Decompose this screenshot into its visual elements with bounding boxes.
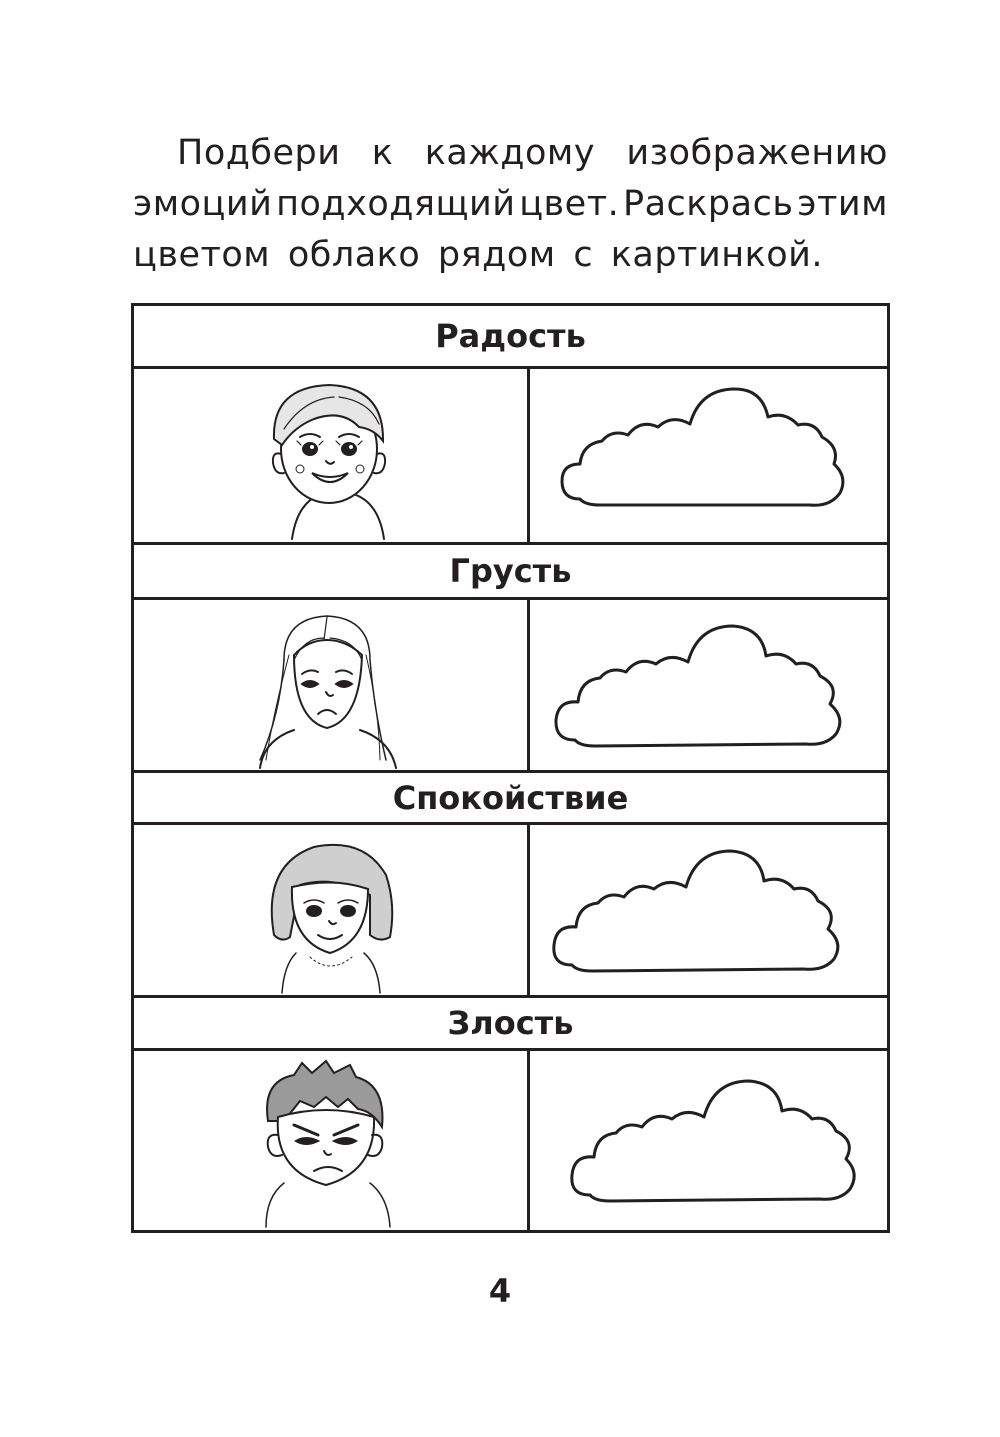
emotion-label-band (131, 542, 890, 600)
instruction-word: с (573, 235, 594, 275)
emotion-label: Грусть (449, 552, 572, 590)
instruction-text (133, 128, 888, 281)
emotion-label: Злость (447, 1004, 574, 1042)
instruction-word: эмоций (133, 184, 273, 224)
instruction-word: цветом (133, 235, 271, 275)
instruction-word: к (371, 133, 394, 173)
emotion-worksheet-table (131, 303, 890, 1233)
emotion-label: Спокойствие (392, 778, 629, 817)
emotion-label-band (131, 770, 890, 825)
instruction-word: картинкой. (610, 235, 823, 275)
cloud-outline-icon (530, 369, 887, 542)
instruction-line-2 (133, 179, 888, 230)
happy-boy-face-icon (134, 369, 527, 542)
face-cell (131, 1048, 530, 1233)
cloud-cell[interactable] (527, 1048, 890, 1233)
emotion-label-band (131, 303, 890, 369)
face-cell (131, 366, 530, 545)
instruction-word: рядом (437, 235, 556, 275)
cloud-cell[interactable] (527, 597, 890, 773)
instruction-word: этим (797, 184, 888, 224)
cloud-cell[interactable] (527, 822, 890, 998)
instruction-line-1 (133, 128, 888, 179)
cloud-cell[interactable] (527, 366, 890, 545)
instruction-word: каждому (424, 133, 596, 173)
emotion-label-band (131, 995, 890, 1051)
page-number: 4 (488, 1272, 512, 1310)
instruction-word: Раскрась (622, 184, 794, 224)
instruction-word: изображению (626, 133, 888, 173)
instruction-word: облако (287, 235, 421, 275)
angry-boy-face-icon (134, 1051, 527, 1230)
instruction-word: подходящий (276, 184, 516, 224)
cloud-outline-icon (530, 600, 887, 770)
face-cell (131, 597, 530, 773)
cloud-outline-icon (530, 1051, 887, 1230)
emotion-label: Радость (435, 317, 586, 355)
instruction-line-3 (133, 230, 823, 281)
face-cell (131, 822, 530, 998)
sad-girl-face-icon (134, 600, 527, 770)
calm-girl-face-icon (134, 825, 527, 995)
cloud-outline-icon (530, 825, 887, 995)
instruction-word: Подбери (177, 133, 341, 173)
instruction-word: цвет. (519, 184, 620, 224)
